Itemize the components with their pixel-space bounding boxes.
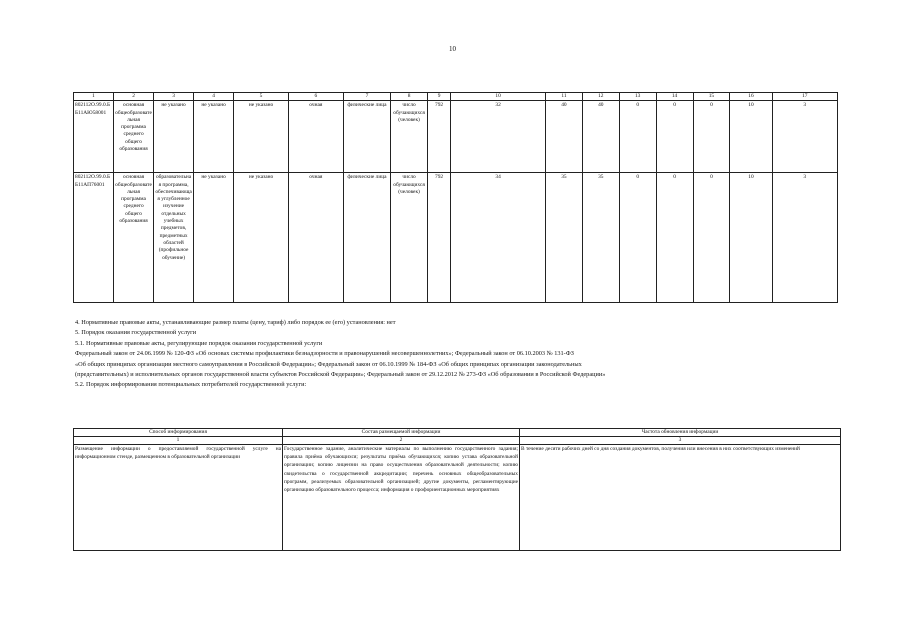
table-cell: основная общеобразовательная программа среднего общего образования — [114, 173, 154, 303]
law-line-1: Федеральный закон от 24.06.1999 № 120-ФЗ «Об основах системы профилактики безнадзорности и правонарушений несовершеннолетних»; Федеральный закон от 06.10.2003 № 131-ФЗ — [75, 350, 574, 358]
table-cell: 10 — [730, 101, 772, 173]
column-number: 9 — [428, 93, 451, 101]
table-cell: физические лица — [343, 173, 390, 303]
table-cell: 35 — [546, 173, 583, 303]
column-number: 1 — [74, 437, 283, 445]
section-4-fee-acts: 4. Нормативные правовые акты, устанавливающие размер платы (цену, тариф) либо порядок ее (его) установления: нет — [75, 319, 396, 326]
column-number: 7 — [343, 93, 390, 101]
column-number: 13 — [619, 93, 656, 101]
table-cell: 10 — [730, 173, 772, 303]
informing-table — [73, 428, 841, 551]
law-line-3: (представительных) и исполнительных органов государственной власти субъектов Российской Федерации»; Федеральный закон от 29.12.2012 № 273-ФЗ «Об образовании в Российской Федерации» — [75, 371, 606, 379]
column-number: 2 — [114, 93, 154, 101]
law-line-2: «Об общих принципах организации местного самоуправления в Российской Федерации»; Федеральный закон от 06.10.1999 № 184-ФЗ «Об общих принципах организации законодательных — [75, 360, 582, 368]
table-cell: очная — [288, 101, 343, 173]
column-number: 16 — [730, 93, 772, 101]
column-number: 1 — [74, 93, 114, 101]
table-cell: очная — [288, 173, 343, 303]
column-number: 6 — [288, 93, 343, 101]
table-row — [74, 101, 838, 173]
table-cell: 0 — [619, 173, 656, 303]
table-cell: 0 — [656, 173, 693, 303]
table-cell: 0 — [693, 101, 730, 173]
table-cell: 792 — [428, 173, 451, 303]
column-number: 12 — [582, 93, 619, 101]
header-frequency: Частота обновления информации — [520, 429, 841, 437]
table-cell: 32 — [451, 101, 546, 173]
column-number: 11 — [546, 93, 583, 101]
section-5-heading: 5. Порядок оказания государственной услуги — [75, 329, 197, 337]
section-5-2-heading: 5.2. Порядок информирования потенциальных потребителей государственной услуги: — [75, 381, 307, 389]
column-number: 3 — [520, 437, 841, 445]
table-cell: число обучающихся (человек) — [391, 101, 428, 173]
column-number: 3 — [154, 93, 194, 101]
column-number: 15 — [693, 93, 730, 101]
service-indicators-table — [73, 92, 838, 303]
section-5-1-heading: 5.1. Нормативные правовые акты, регулирующие порядок оказания государственной услуги — [75, 339, 323, 347]
column-number: 5 — [234, 93, 289, 101]
table-cell: 40 — [582, 101, 619, 173]
table-cell: 0 — [619, 101, 656, 173]
table-cell: 3 — [772, 173, 837, 303]
table-cell: число обучающихся (человек) — [391, 173, 428, 303]
header-method: Способ информирования — [74, 429, 283, 437]
table-cell: 35 — [582, 173, 619, 303]
column-number: 17 — [772, 93, 837, 101]
table-cell: 0 — [656, 101, 693, 173]
table-cell: 3 — [772, 101, 837, 173]
table-cell: основная общеобразовательная программа среднего общего образования — [114, 101, 154, 173]
column-number: 8 — [391, 93, 428, 101]
frequency-cell: В течение десяти рабочих дней со дня создания документов, получения или внесения в них соответствующих изменений — [520, 445, 841, 551]
table-cell: 802112О.99.0.ББ11АП76001 — [74, 173, 114, 303]
table-cell: 0 — [693, 173, 730, 303]
table-cell: не указано — [234, 101, 289, 173]
table-cell: не указано — [194, 173, 234, 303]
table-cell: образовательная программа, обеспечивающая углубленное изучение отдельных учебных предметов, предметных областей (профильное обучение) — [154, 173, 194, 303]
column-number: 14 — [656, 93, 693, 101]
sections-block — [75, 318, 845, 391]
column-number-row — [74, 93, 838, 101]
header-content: Состав размещаемой информации — [283, 429, 520, 437]
column-number: 2 — [283, 437, 520, 445]
table-cell: не указано — [194, 101, 234, 173]
table-cell: 802112О.99.0.ББ11АЮ58001 — [74, 101, 114, 173]
method-cell: Размещение информации о предоставляемой государственной услуге на информационном стенде, размещенном в образовательной организации — [74, 445, 283, 551]
column-number: 4 — [194, 93, 234, 101]
table-cell: не указано — [154, 101, 194, 173]
table-cell: не указано — [234, 173, 289, 303]
table-cell: 792 — [428, 101, 451, 173]
table-cell: 40 — [546, 101, 583, 173]
content-cell: Государственное задание, аналитические материалы по выполнению государственного задания; правила приёма обучающихся; результаты приёма обучающихся; копию устава образовательной организации; копию лицензии на право осуществления образовательной деятельности; копию свидетельства о государственной аккредитации; перечень основных общеобразовательных программ, реализуемых образовательной организацией; другие документы, регламентирующие организацию образовательного процесса; информация о профориентационных мероприятиях — [283, 445, 520, 551]
column-number: 10 — [451, 93, 546, 101]
table-cell: 34 — [451, 173, 546, 303]
page-number: 10 — [449, 45, 456, 53]
table-cell: физические лица — [343, 101, 390, 173]
table-row — [74, 173, 838, 303]
